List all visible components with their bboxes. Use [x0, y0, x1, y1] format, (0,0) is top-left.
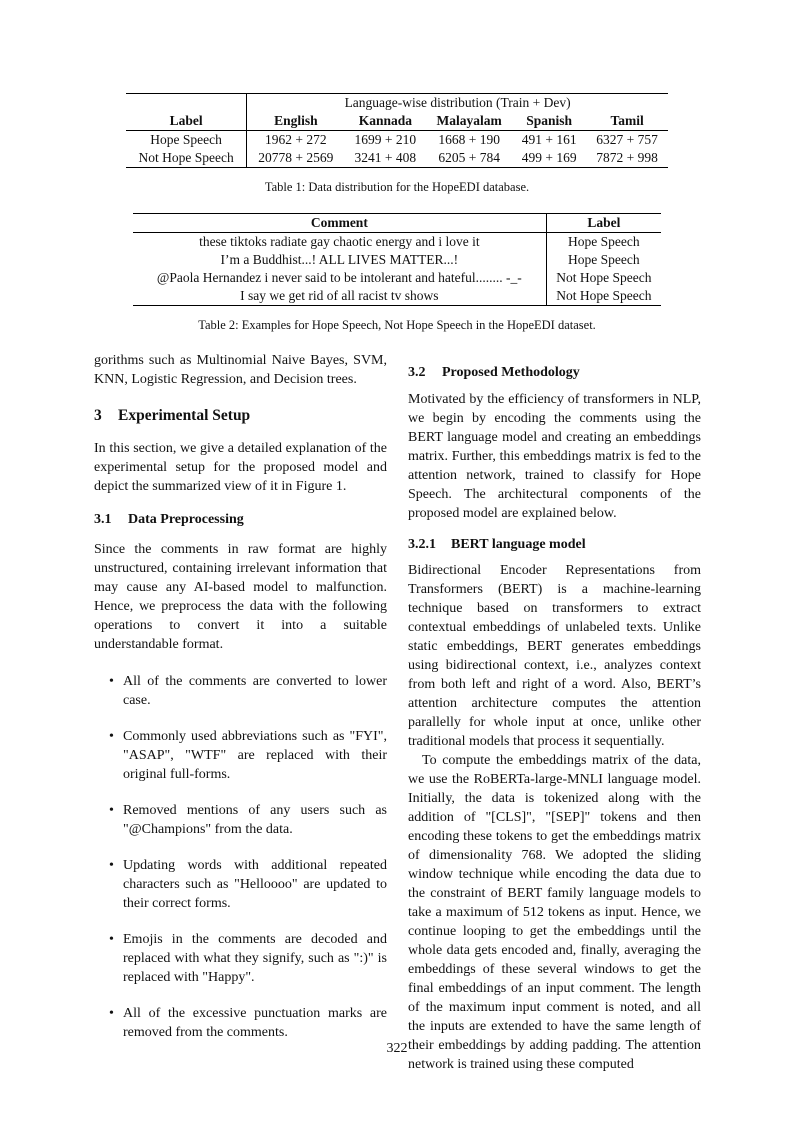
- section-3-1-title: Data Preprocessing: [128, 512, 244, 527]
- bullet-glyph: •: [109, 729, 114, 744]
- bert-paragraph-2: To compute the embeddings matrix of the data, we use the RoBERTa-large-MNLI language model. Initially, the data is tokenized along with the addition of "[CLS]", "[SEP]" tokens and then encoding these tokens to get the embeddings matrix of dimensionality 768. We adopted the sliding window technique while encoding the data due to the constraint of BERT family language models to take a maximum of 512 tokens as input. Hence, we continue looping to get the embeddings until the whole data gets encoded and, finally, averaging the embeddings of these several windows to get the final embeddings of an input comment. The length of the maximum input comment is noted, and all the inputs are extended to have the same length of their embeddings by adding padding. The attention network is trained using these computed: [408, 753, 701, 1072]
- section-3-paragraph: In this section, we give a detailed explanation of the experimental setup for the proposed model and depict the summarized view of it in Figure 1.: [94, 441, 387, 494]
- table2-comment-cell: I say we get rid of all racist tv shows: [133, 287, 546, 306]
- table1-cell: 6205 + 784: [426, 149, 512, 168]
- section-3-2-number: 3.2: [408, 365, 426, 380]
- table2-label-cell: Hope Speech: [568, 234, 640, 249]
- table2-comment-cell: @Paola Hernandez i never said to be intolerant and hateful........ -_-: [133, 269, 546, 287]
- table2-comment-cell: these tiktoks radiate gay chaotic energy and i love it: [133, 233, 546, 252]
- section-3-heading: [94, 406, 387, 426]
- bullet-glyph: •: [109, 674, 114, 689]
- table2-label-cell: Not Hope Speech: [546, 287, 661, 306]
- table2-col-comment: Comment: [133, 214, 546, 233]
- table1-cell: Hope Speech: [126, 131, 247, 150]
- section-3-2-1-title: BERT language model: [451, 537, 586, 552]
- examples-table: [133, 213, 661, 306]
- intro-paragraph: gorithms such as Multinomial Naive Bayes, SVM, KNN, Logistic Regression, and Decision trees.: [94, 353, 387, 387]
- table1-cell: Not Hope Speech: [126, 149, 247, 168]
- table1-cell: 20778 + 2569: [247, 149, 345, 168]
- section-3-2-1-number: 3.2.1: [408, 537, 436, 552]
- list-item-text: Commonly used abbreviations such as "FYI", "ASAP", "WTF" are replaced with their original full-forms.: [123, 729, 387, 782]
- list-item-text: Removed mentions of any users such as "@Champions" from the data.: [123, 803, 387, 837]
- section-3-number: 3: [94, 407, 102, 424]
- list-item-text: All of the comments are converted to lower case.: [123, 674, 387, 708]
- list-item-text: All of the excessive punctuation marks are removed from the comments.: [123, 1006, 387, 1040]
- table2-col-label: Label: [546, 214, 661, 233]
- bullet-glyph: •: [109, 803, 114, 818]
- section-3-2-title: Proposed Methodology: [442, 365, 580, 380]
- list-item-text: Emojis in the comments are decoded and replaced with what they signify, such as ":)" is replaced with "Happy".: [123, 932, 387, 985]
- table1-group-header: Language-wise distribution (Train + Dev): [247, 94, 668, 113]
- section-3-2-heading: [408, 363, 701, 382]
- bert-paragraph-1: Bidirectional Encoder Representations from Transformers (BERT) is a machine-learning technique based on transformers to extract contextual embeddings of unlabeled texts. Unlike static embeddings, BERT generates embeddings using bidirectional context, i.e., analyzes context from both left and right of a word. Also, BERT’s attention architecture computes the attention parallelly for whole input at once, unlike other traditional models that process it sequentially.: [408, 563, 701, 749]
- section-3-2-1-heading: [408, 535, 701, 554]
- table2-comment-cell: I’m a Buddhist...! ALL LIVES MATTER...!: [133, 251, 546, 269]
- table2-caption: Table 2: Examples for Hope Speech, Not Hope Speech in the HopeEDI dataset.: [198, 318, 596, 332]
- section-3-1-paragraph: Since the comments in raw format are highly unstructured, containing irrelevant information that may cause any AI-based model to malfunction. Hence, we preprocess the data with the following operations to convert it into a suitable understandable format.: [94, 542, 387, 652]
- table-row: [133, 251, 661, 269]
- table-row: [133, 287, 661, 306]
- table1-cell: 7872 + 998: [586, 149, 668, 168]
- table1-col-tamil: Tamil: [610, 113, 644, 128]
- table-row: [133, 233, 661, 252]
- table1-col-spanish: Spanish: [526, 113, 573, 128]
- list-item: [94, 801, 387, 839]
- table1-cell: 1962 + 272: [247, 131, 345, 150]
- table1-cell: 6327 + 757: [586, 131, 668, 150]
- section-3-1-heading: [94, 510, 387, 529]
- list-item: [94, 727, 387, 784]
- right-column: [408, 363, 701, 1074]
- table-row: [126, 149, 668, 168]
- table1-cell: 1699 + 210: [344, 131, 426, 150]
- table1-cell: 3241 + 408: [344, 149, 426, 168]
- section-3-1-number: 3.1: [94, 512, 112, 527]
- data-distribution-table: [126, 93, 668, 168]
- page-number: 322: [386, 1041, 408, 1056]
- bullet-glyph: •: [109, 932, 114, 947]
- table1-caption: Table 1: Data distribution for the HopeEDI database.: [264, 180, 530, 194]
- list-item: [94, 930, 387, 987]
- table1-col-kannada: Kannada: [358, 113, 412, 128]
- table-row: [126, 131, 668, 150]
- table1-col-label: Label: [126, 112, 247, 131]
- preprocessing-list: [94, 672, 387, 1042]
- list-item-text: Updating words with additional repeated characters such as "Helloooo" are updated to their correct forms.: [123, 858, 387, 911]
- table1-cell: 499 + 169: [512, 149, 586, 168]
- table2-label-cell: Not Hope Speech: [556, 270, 652, 285]
- section-3-2-paragraph: Motivated by the efficiency of transformers in NLP, we begin by encoding the comments using the BERT language model and creating an embeddings matrix. Further, this embeddings matrix is fed to the attention network, trained to classify for Hope Speech. The architectural components of the proposed model are explained below.: [408, 392, 701, 521]
- table1-col-malayalam: Malayalam: [436, 113, 502, 128]
- table1-empty-cell: [126, 94, 247, 113]
- table2-label-cell: Hope Speech: [568, 252, 640, 267]
- bullet-glyph: •: [109, 1006, 114, 1021]
- section-3-title: Experimental Setup: [118, 407, 251, 424]
- list-item: [94, 856, 387, 913]
- list-item: [94, 1004, 387, 1042]
- left-column: [94, 351, 387, 1042]
- table1-col-english: English: [274, 113, 318, 128]
- table1-cell: 1668 + 190: [426, 131, 512, 150]
- list-item: [94, 672, 387, 710]
- bullet-glyph: •: [109, 858, 114, 873]
- table1-cell: 491 + 161: [512, 131, 586, 150]
- table-row: [133, 269, 661, 287]
